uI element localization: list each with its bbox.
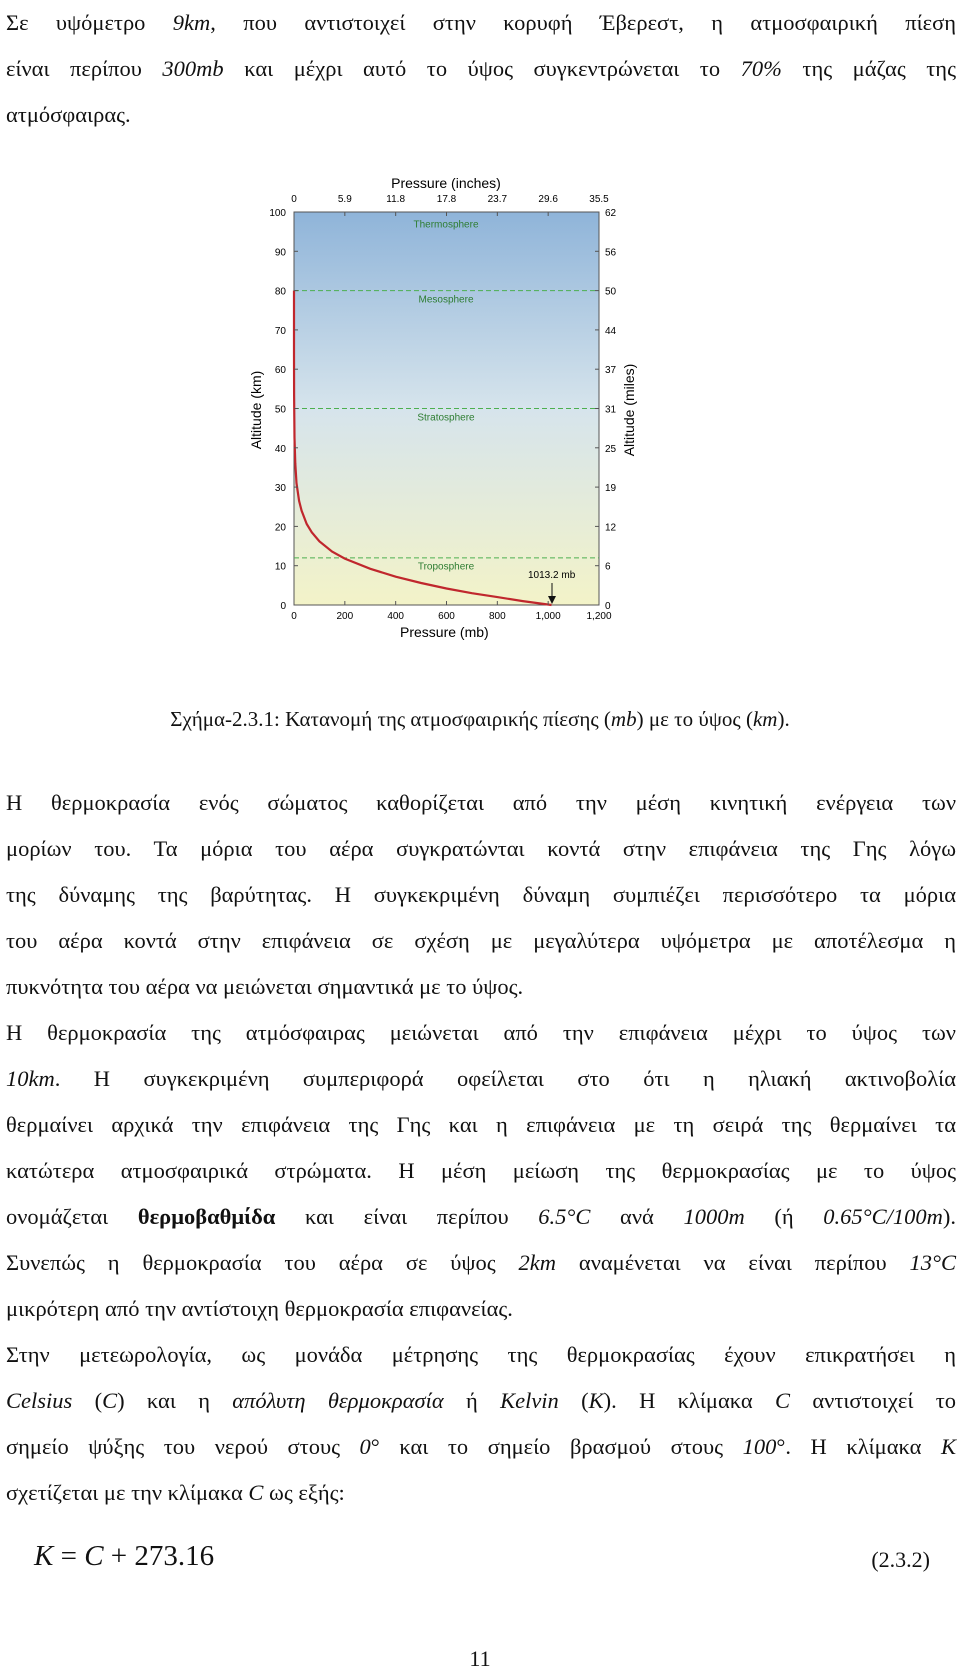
x-tick-label: 1,000 bbox=[535, 611, 561, 622]
x-top-tick-label: 11.8 bbox=[386, 194, 406, 205]
text-line: ατμόσφαιρας. bbox=[6, 102, 131, 127]
text-line: Συνεπώς η θερμοκρασία του αέρα σε ύψος 2km αναμένεται να είναι περίπου 13°C bbox=[6, 1250, 956, 1275]
equation-number: (2.3.2) bbox=[871, 1547, 930, 1572]
y-right-tick-label: 6 bbox=[605, 561, 611, 573]
text-line: 10km. Η συγκεκριμένη συμπεριφορά οφείλεται στο ότι η ηλιακή ακτινοβολία bbox=[6, 1066, 956, 1091]
paragraph-temperature bbox=[6, 780, 956, 1516]
pressure-altitude-figure bbox=[250, 176, 670, 696]
y-tick-label: 80 bbox=[274, 286, 286, 298]
y-tick-label: 90 bbox=[274, 247, 286, 259]
y-right-tick-label: 12 bbox=[605, 522, 617, 534]
x-top-tick-label: 35.5 bbox=[589, 194, 609, 205]
text-line: Η θερμοκρασία της ατμόσφαιρας μειώνεται από την επιφάνεια μέχρι το ύψος των bbox=[6, 1020, 956, 1045]
x-top-tick-label: 17.8 bbox=[436, 194, 457, 205]
left-axis-title: Altitude (km) bbox=[248, 370, 264, 450]
right-axis-title: Altitude (miles) bbox=[621, 363, 637, 457]
figure-caption: Σχήμα-2.3.1: Κατανομή της ατμοσφαιρικής πίεσης (mb) με το ύψος (km). bbox=[170, 707, 790, 731]
y-tick-label: 20 bbox=[274, 522, 286, 534]
text-line: θερμαίνει αρχικά την επιφάνεια της Γης και η επιφάνεια με τη σειρά της θερμαίνει τα bbox=[6, 1112, 956, 1137]
term-lapse-rate: θερμοβαθμίδα bbox=[137, 1204, 276, 1229]
text-line: Η θερμοκρασία ενός σώματος καθορίζεται από την μέση κινητική ενέργεια των bbox=[6, 790, 956, 815]
text-line: του αέρα κοντά στην επιφάνεια σε σχέση με μεγαλύτερα υψόμετρα με αποτέλεσμα η bbox=[6, 928, 956, 953]
x-tick-label: 800 bbox=[488, 611, 506, 622]
y-tick-label: 0 bbox=[280, 601, 286, 612]
x-top-tick-label: 23.7 bbox=[487, 194, 508, 205]
layer-label: Thermosphere bbox=[413, 219, 479, 231]
y-right-tick-label: 25 bbox=[605, 443, 617, 455]
kelvin-equation: K = C + 273.16 bbox=[34, 1540, 215, 1572]
y-right-tick-label: 19 bbox=[605, 483, 617, 495]
layer-label: Troposphere bbox=[417, 561, 475, 573]
layer-label: Mesosphere bbox=[418, 294, 474, 306]
text-line: μικρότερη από την αντίστοιχη θερμοκρασία επιφανείας. bbox=[6, 1296, 513, 1321]
y-tick-label: 60 bbox=[274, 365, 286, 377]
x-tick-label: 400 bbox=[387, 611, 405, 622]
y-right-tick-label: 56 bbox=[605, 247, 617, 259]
text-line: Σε υψόμετρο 9km, που αντιστοιχεί στην κορυφή Έβερεστ, η ατμοσφαιρική πίεση bbox=[6, 10, 956, 35]
y-right-tick-label: 0 bbox=[605, 601, 611, 612]
y-right-tick-label: 62 bbox=[605, 208, 617, 219]
y-tick-label: 50 bbox=[274, 404, 286, 416]
layer-label: Stratosphere bbox=[417, 412, 475, 424]
text-line: σημείο ψύξης του νερού στους 0° και το σημείο βρασμού στους 100°. Η κλίμακα K bbox=[6, 1434, 957, 1459]
text-line: Celsius (C) και η απόλυτη θερμοκρασία ή Kelvin (K). Η κλίμακα C αντιστοιχεί το bbox=[6, 1388, 956, 1413]
x-tick-label: 0 bbox=[291, 611, 297, 622]
text-line: ονομάζεται θερμοβαθμίδα και είναι περίπου 6.5°C ανά 1000m (ή 0.65°C/100m). bbox=[6, 1204, 956, 1229]
text-line: μορίων του. Τα μόρια του αέρα συγκρατώνται κοντά στην επιφάνεια της Γης λόγω bbox=[6, 836, 956, 861]
y-right-tick-label: 50 bbox=[605, 286, 617, 298]
pressure-altitude-chart bbox=[250, 176, 670, 696]
y-right-tick-label: 31 bbox=[605, 404, 617, 416]
y-right-tick-label: 37 bbox=[605, 365, 617, 377]
text-line: Στην μετεωρολογία, ως μονάδα μέτρησης της θερμοκρασίας έχουν επικρατήσει η bbox=[6, 1342, 956, 1367]
y-right-tick-label: 44 bbox=[605, 325, 617, 337]
text-line: της δύναμης της βαρύτητας. Η συγκεκριμένη δύναμη συμπιέζει περισσότερο τα μόρια bbox=[6, 882, 956, 907]
x-top-tick-label: 29.6 bbox=[538, 194, 558, 205]
y-tick-label: 70 bbox=[274, 325, 286, 337]
text-line: κατώτερα ατμοσφαιρικά στρώματα. Η μέση μείωση της θερμοκρασίας με το ύψος bbox=[6, 1158, 956, 1183]
bottom-axis-title: Pressure (mb) bbox=[400, 624, 489, 640]
text-line: σχετίζεται με την κλίμακα C ως εξής: bbox=[6, 1480, 345, 1505]
x-tick-label: 600 bbox=[438, 611, 455, 622]
pressure-annotation: 1013.2 mb bbox=[528, 570, 576, 581]
y-tick-label: 40 bbox=[274, 443, 286, 455]
x-tick-label: 1,200 bbox=[586, 611, 612, 622]
x-top-tick-label: 5.9 bbox=[337, 194, 352, 205]
text-line: πυκνότητα του αέρα να μειώνεται σημαντικά με το ύψος. bbox=[6, 974, 524, 999]
x-top-tick-label: 0 bbox=[291, 194, 297, 205]
y-tick-label: 100 bbox=[269, 208, 286, 219]
x-tick-label: 200 bbox=[336, 611, 354, 622]
paragraph-intro bbox=[6, 0, 956, 138]
top-axis-title: Pressure (inches) bbox=[391, 175, 501, 191]
y-tick-label: 30 bbox=[274, 483, 286, 495]
text-line: είναι περίπου 300mb και μέχρι αυτό το ύψος συγκεντρώνεται το 70% της μάζας της bbox=[6, 56, 956, 81]
page-number: 11 bbox=[469, 1646, 491, 1671]
y-tick-label: 10 bbox=[274, 561, 286, 573]
